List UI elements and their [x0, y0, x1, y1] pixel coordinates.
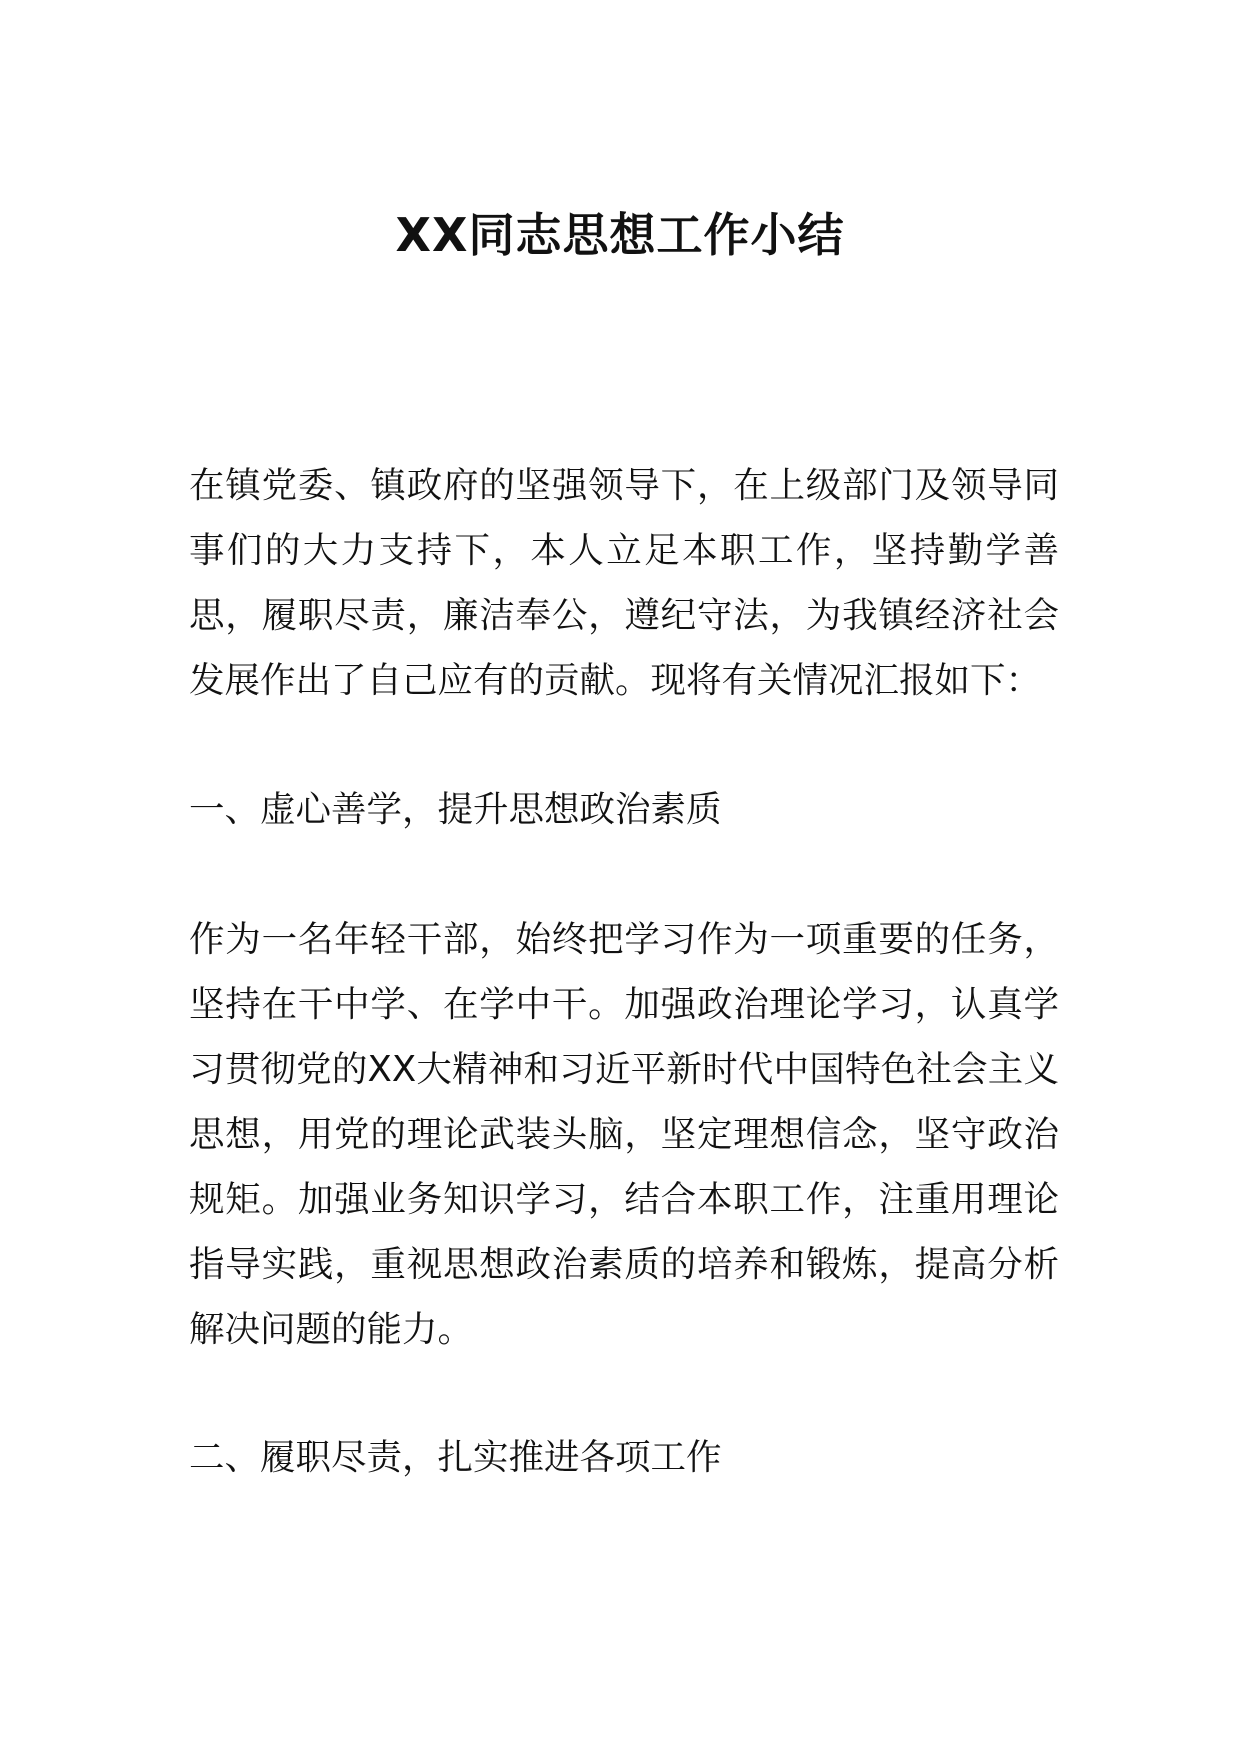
section-2-heading: 二、履职尽责，扎实推进各项工作 [189, 1437, 722, 1478]
section-1-paragraph: 作为一名年轻干部，始终把学习作为一项重要的任务，坚持在干中学、在学中干。加强政治理论学习，认真学习贯彻党的XX大精神和习近平新时代中国特色社会主义思想，用党的理论武装头脑，坚定理想信念，坚守政治规矩。加强业务知识学习，结合本职工作，注重用理论指导实践，重视思想政治素质的培养和锻炼，提高分析解决问题的能力。 [189, 919, 1059, 1350]
section-1-heading: 一、虚心善学，提升思想政治素质 [189, 789, 722, 830]
intro-paragraph: 在镇党委、镇政府的坚强领导下，在上级部门及领导同事们的大力支持下，本人立足本职工作，坚持勤学善思，履职尽责，廉洁奉公，遵纪守法，为我镇经济社会发展作出了自己应有的贡献。现将有关情况汇报如下： [189, 465, 1059, 701]
document-title: XX同志思想工作小结 [395, 208, 845, 262]
